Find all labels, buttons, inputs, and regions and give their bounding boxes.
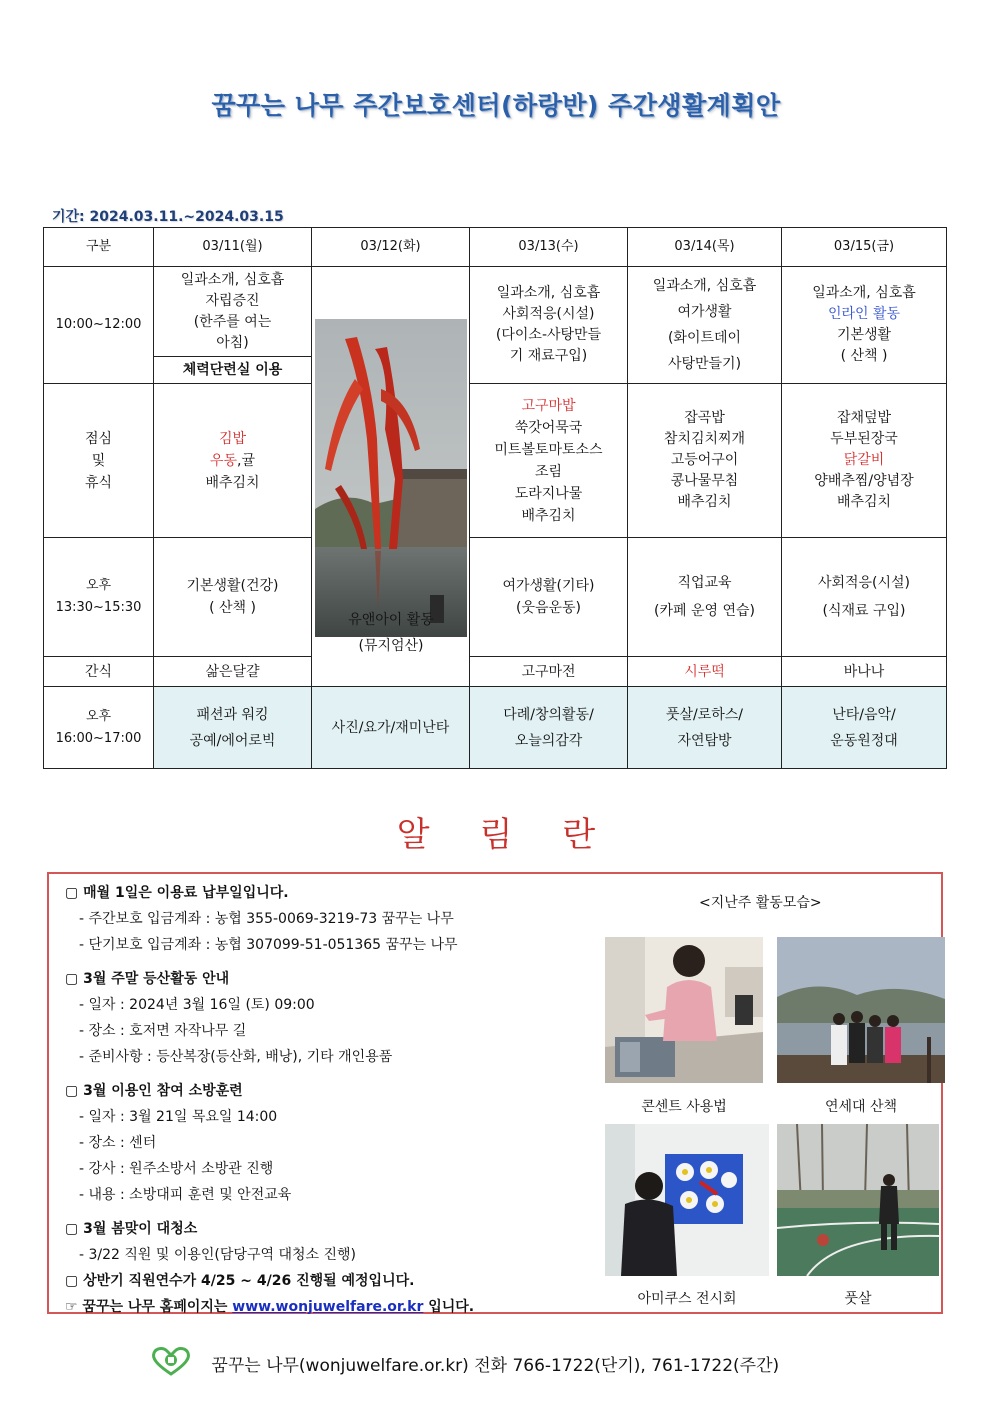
notice-item-4-head: ▢ 3월 봄맞이 대청소 (65, 1221, 198, 1237)
morning-wed-line1: 일과소개, 심호흡 (496, 285, 601, 301)
header-thu: 03/14(목) (628, 228, 782, 267)
lunch-mon-2: 우동 (209, 452, 238, 469)
afternoon-mon-2: ( 산책 ) (209, 600, 256, 616)
homepage-suffix: 입니다. (428, 1299, 475, 1315)
afternoon-tue-line1: 유앤아이 활동 (348, 612, 434, 628)
lunch-mon (154, 384, 312, 538)
late-tue: 사진/요가/재미난타 (312, 687, 470, 769)
footer-text: 꿈꾸는 나무(wonjuwelfare.or.kr) 전화 766-1722(단기), 761-1722(주간) (211, 1356, 780, 1376)
morning-fri (782, 267, 947, 384)
header-tue: 03/12(화) (312, 228, 470, 267)
late-time: 16:00~17:00 (55, 730, 142, 746)
afternoon-tue-line2: (뮤지엄산) (358, 638, 424, 654)
notice-item-2-line-1: - 일자 : 2024년 3월 16일 (토) 09:00 (79, 997, 315, 1013)
notice-item-2-head: ▢ 3월 주말 등산활동 안내 (65, 971, 230, 987)
late-label (44, 687, 154, 769)
homepage-prefix: ☞ 꿈꾸는 나무 홈페이지는 (65, 1299, 228, 1315)
lunch-wed-6: 배추김치 (521, 507, 576, 524)
photo-exhibition (605, 1124, 769, 1276)
late-label-text: 오후 (85, 708, 112, 724)
page-title: 꿈꾸는 나무 주간보호센터(하랑반) 주간생활계획안 (211, 91, 781, 120)
snack-thu: 시루떡 (628, 657, 782, 687)
late-wed-2: 오늘의감각 (514, 732, 583, 749)
morning-thu-line2: 여가생활 (677, 304, 732, 320)
late-mon-1: 패션과 워킹 (196, 706, 269, 723)
morning-thu-line1: 일과소개, 심호흡 (652, 278, 757, 294)
heart-logo-icon (150, 1346, 192, 1386)
late-wed (470, 687, 628, 769)
past-activities-title: <지난주 활동모습> (699, 895, 822, 911)
morning-mon-line1: 일과소개, 심호흡 (180, 271, 285, 288)
lunch-mon-3: ,귤 (237, 452, 256, 469)
header-wed: 03/13(수) (470, 228, 628, 267)
lunch-thu-4: 콩나물무침 (670, 473, 739, 489)
header-category: 구분 (44, 228, 154, 267)
lunch-wed-3: 미트볼토마토소스 (494, 441, 603, 458)
notice-item-1-line-1: - 주간보호 입금계좌 : 농협 355-0069-3219-73 꿈꾸는 나무 (79, 911, 454, 927)
tuesday-photo-cell (312, 267, 470, 687)
notice-item-2-line-3: - 준비사항 : 등산복장(등산화, 배낭), 기타 개인용품 (79, 1049, 393, 1065)
notice-text (65, 880, 605, 1320)
header-row (44, 228, 947, 267)
lunch-mon-1: 김밥 (218, 430, 247, 447)
afternoon-thu-2: (카페 운영 연습) (654, 603, 755, 619)
photo-walk (777, 937, 945, 1083)
morning-mon-extra: 체력단련실 이용 (154, 357, 312, 384)
lunch-fri-1: 잡채덮밥 (836, 410, 892, 426)
afternoon-fri-2: (식재료 구입) (822, 603, 906, 619)
morning-fri-line3: 기본생활 (836, 327, 892, 343)
homepage-line (65, 1294, 605, 1320)
notice-item-3-line-1: - 일자 : 3월 21일 목요일 14:00 (79, 1109, 278, 1125)
notice-item-1-head: ▢ 매월 1일은 이용료 납부일입니다. (65, 885, 289, 901)
afternoon-tue (312, 607, 470, 659)
lunch-thu (628, 384, 782, 538)
lunch-fri-4: 양배추찜/양념장 (814, 473, 914, 489)
afternoon-wed (470, 538, 628, 657)
morning-mon-line3: (한주를 여는 (193, 313, 272, 330)
lunch-fri-3: 닭갈비 (843, 452, 885, 468)
late-mon-2: 공예/에어로빅 (189, 732, 276, 749)
afternoon-row (44, 538, 947, 657)
morning-fri-line1: 일과소개, 심호흡 (812, 285, 916, 301)
morning-fri-line2: 인라인 활동 (827, 306, 901, 322)
lunch-label-3: 휴식 (84, 474, 113, 491)
morning-wed-line4: 기 재료구입) (509, 348, 588, 364)
caption-futsal: 풋살 (844, 1291, 872, 1307)
lunch-thu-2: 참치김치찌개 (663, 431, 746, 447)
lunch-fri-2: 두부된장국 (830, 431, 898, 447)
late-mon (154, 687, 312, 769)
notice-box (47, 872, 943, 1314)
morning-time: 10:00~12:00 (44, 267, 154, 384)
morning-wed-line2: 사회적응(시설) (502, 306, 595, 322)
photo-futsal (777, 1124, 939, 1276)
lunch-fri (782, 384, 947, 538)
afternoon-time: 13:30~15:30 (55, 600, 142, 615)
header-fri: 03/15(금) (782, 228, 947, 267)
notice-item-3-line-3: - 강사 : 원주소방서 소방관 진행 (79, 1161, 274, 1177)
lunch-thu-3: 고등어구이 (670, 452, 739, 468)
snack-row (44, 657, 947, 687)
morning-thu (628, 267, 782, 384)
caption-exhibition: 아미쿠스 전시회 (637, 1291, 737, 1307)
afternoon-fri (782, 538, 947, 657)
lunch-thu-5: 배추김치 (677, 494, 732, 510)
afternoon-label-text: 오후 (85, 578, 112, 593)
afternoon-thu-1: 직업교육 (677, 575, 732, 591)
afternoon-thu (628, 538, 782, 657)
morning-wed (470, 267, 628, 384)
morning-thu-line4: 사탕만들기) (667, 356, 742, 372)
snack-fri: 바나나 (782, 657, 947, 687)
notice-item-3-line-2: - 장소 : 센터 (79, 1135, 157, 1151)
late-thu (628, 687, 782, 769)
morning-row (44, 267, 947, 357)
homepage-link[interactable]: www.wonjuwelfare.or.kr (232, 1299, 424, 1315)
late-row (44, 687, 947, 769)
notice-item-2-line-2: - 장소 : 호저면 자작나무 길 (79, 1023, 247, 1039)
caption-outlet: 콘센트 사용법 (641, 1099, 727, 1115)
notice-training: ▢ 상반기 직원연수가 4/25 ~ 4/26 진행될 예정입니다. (65, 1273, 415, 1289)
lunch-wed-5: 도라지나물 (514, 485, 583, 502)
lunch-label-2: 및 (91, 452, 106, 469)
lunch-fri-5: 배추김치 (836, 494, 892, 510)
snack-mon: 삶은달걀 (154, 657, 312, 687)
afternoon-label (44, 538, 154, 657)
morning-mon-line2: 자립증진 (205, 292, 260, 309)
snack-label: 간식 (44, 657, 154, 687)
lunch-label (44, 384, 154, 538)
lunch-mon-4: 배추김치 (205, 474, 260, 491)
morning-wed-line3: (다이소-사탕만들 (495, 327, 602, 343)
lunch-wed (470, 384, 628, 538)
weekly-schedule-table (43, 227, 947, 769)
notice-item-1-line-2: - 단기보호 입금계좌 : 농협 307099-51-051365 꿈꾸는 나무 (79, 937, 458, 953)
late-thu-2: 자연탐방 (677, 732, 732, 749)
notice-item-4-line-1: - 3/22 직원 및 이용인(담당구역 대청소 진행) (79, 1247, 356, 1263)
morning-thu-line3: (화이트데이 (667, 330, 742, 346)
lunch-wed-2: 쑥갓어묵국 (514, 419, 583, 436)
period-label: 기간: 2024.03.11.~2024.03.15 (52, 209, 284, 225)
snack-wed: 고구마전 (470, 657, 628, 687)
late-thu-1: 풋살/로하스/ (665, 706, 744, 723)
lunch-wed-1: 고구마밥 (521, 397, 576, 414)
header-mon: 03/11(월) (154, 228, 312, 267)
lunch-wed-4: 조림 (534, 463, 563, 480)
museum-sculpture-photo (315, 319, 467, 637)
lunch-thu-1: 잡곡밥 (684, 410, 725, 426)
photo-outlet (605, 937, 763, 1083)
notice-item-3-line-4: - 내용 : 소방대피 훈련 및 안전교육 (79, 1187, 292, 1203)
late-wed-1: 다례/창의활동/ (503, 706, 594, 723)
footer (150, 1346, 779, 1376)
caption-walk: 연세대 산책 (824, 1099, 898, 1115)
afternoon-wed-1: 여가생활(기타) (502, 578, 595, 594)
late-fri (782, 687, 947, 769)
morning-mon (154, 267, 312, 357)
notice-title: 알림란 (396, 815, 646, 855)
afternoon-mon-1: 기본생활(건강) (186, 578, 279, 594)
morning-fri-line4: ( 산책 ) (840, 348, 888, 364)
notice-item-3-head: ▢ 3월 이용인 참여 소방훈련 (65, 1083, 243, 1099)
lunch-label-1: 점심 (84, 430, 113, 447)
afternoon-wed-2: (웃음운동) (515, 600, 582, 616)
late-fri-2: 운동원정대 (830, 732, 898, 749)
afternoon-mon (154, 538, 312, 657)
morning-mon-line4: 아침) (216, 334, 249, 351)
late-fri-1: 난타/음악/ (832, 706, 896, 723)
lunch-row (44, 384, 947, 538)
afternoon-fri-1: 사회적응(시설) (817, 575, 911, 591)
